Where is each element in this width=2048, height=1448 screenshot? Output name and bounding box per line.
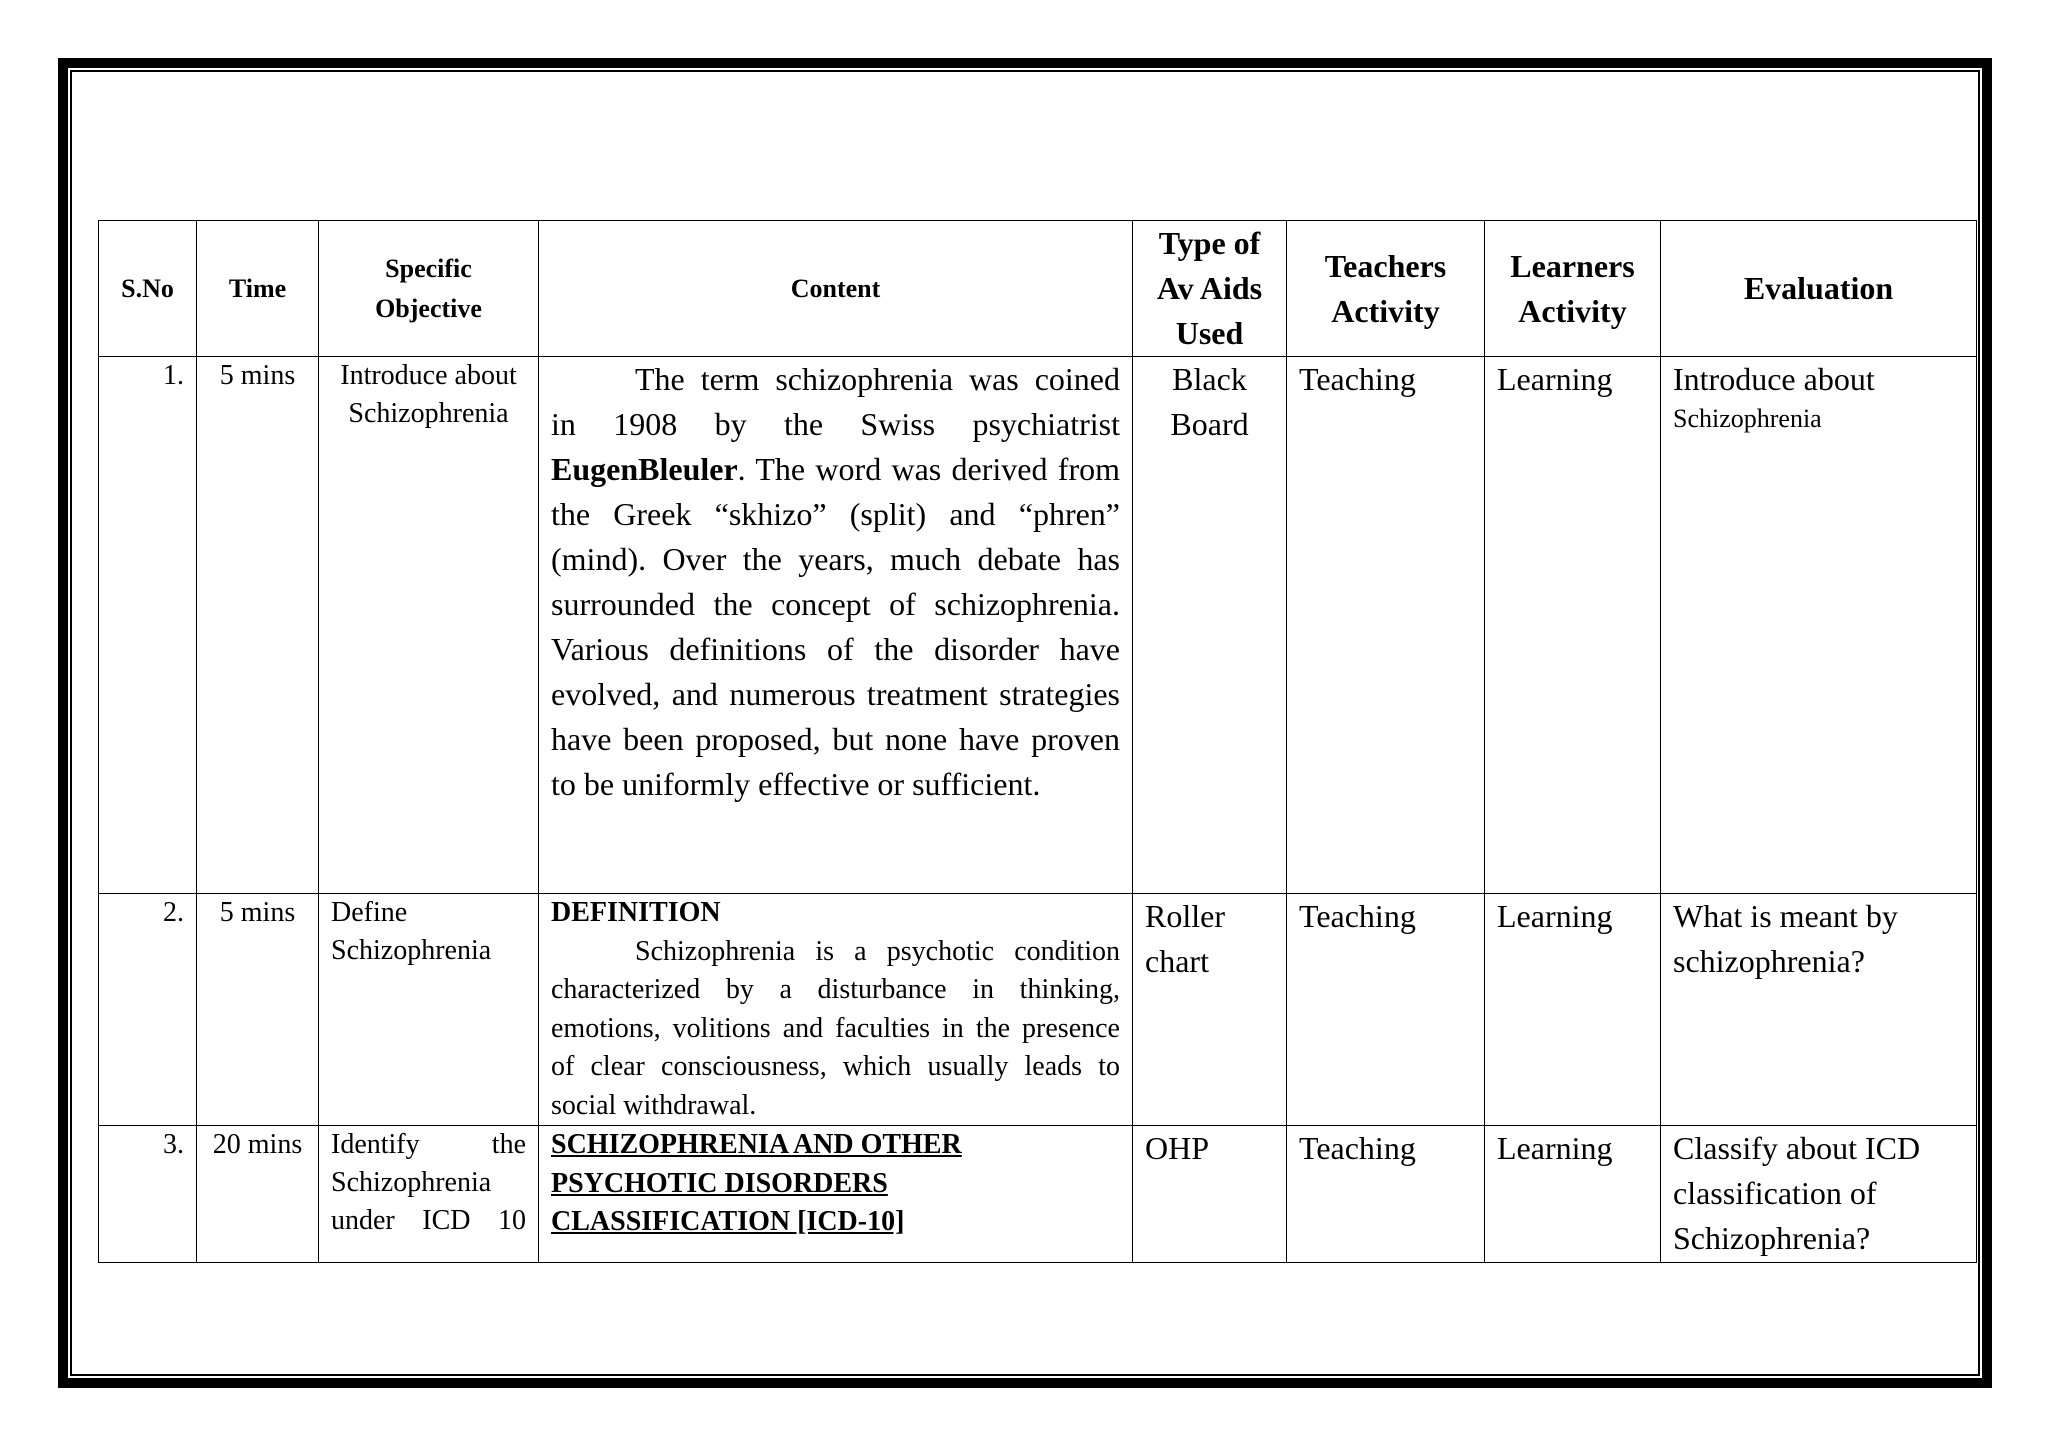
- header-sno: S.No: [99, 221, 197, 357]
- cell-content: [539, 894, 1133, 1126]
- header-av-aids: Type of Av Aids Used: [1133, 221, 1287, 357]
- cell-learners-activity: Learning: [1485, 894, 1661, 1126]
- cell-av-aids: Black Board: [1133, 357, 1287, 894]
- cell-av-aids: OHP: [1133, 1126, 1287, 1263]
- cell-time: 20 mins: [197, 1126, 319, 1263]
- cell-learners-activity: Learning: [1485, 357, 1661, 894]
- header-evaluation: Evaluation: [1661, 221, 1977, 357]
- table-row: [99, 357, 1977, 894]
- content-paragraph: [551, 357, 1120, 807]
- cell-evaluation: Classify about ICD classification of Schizophrenia?: [1661, 1126, 1977, 1263]
- cell-teachers-activity: Teaching: [1287, 357, 1485, 894]
- table-row: [99, 1126, 1977, 1263]
- evaluation-line: Introduce about: [1673, 361, 1875, 397]
- content-text: The term schizophrenia was coined in 1908 by the Swiss psychiatrist: [551, 361, 1120, 442]
- cell-teachers-activity: Teaching: [1287, 894, 1485, 1126]
- header-row: [99, 221, 1977, 357]
- content-text: . The word was derived from the Greek “skhizo” (split) and “phren” (mind). Over the years, much debate has surrounded the concept of schizophrenia. Various definitions of the disorder have evolved, and numerous treatment strategies have been proposed, but none have proven to be uniformly effective or sufficient.: [551, 451, 1120, 802]
- content-paragraph: Schizophrenia is a psychotic condition characterized by a disturbance in thinking, emotions, volitions and faculties in the presence of clear consciousness, which usually leads to social withdrawal.: [551, 935, 1120, 1121]
- cell-learners-activity: Learning: [1485, 1126, 1661, 1263]
- header-time: Time: [197, 221, 319, 357]
- cell-content: [539, 357, 1133, 894]
- header-content: Content: [539, 221, 1133, 357]
- lesson-plan-table: [98, 220, 1977, 1263]
- cell-evaluation: What is meant by schizophrenia?: [1661, 894, 1977, 1126]
- cell-av-aids: Roller chart: [1133, 894, 1287, 1126]
- table-row: [99, 894, 1977, 1126]
- cell-objective: Identify the Schizophrenia under ICD 10: [319, 1126, 539, 1263]
- evaluation-line: Schizophrenia: [1673, 404, 1822, 433]
- header-learners-activity: Learners Activity: [1485, 221, 1661, 357]
- cell-time: 5 mins: [197, 894, 319, 1126]
- content-heading: SCHIZOPHRENIA AND OTHER PSYCHOTIC DISORDERS CLASSIFICATION [ICD-10]: [551, 1129, 962, 1237]
- content-heading: DEFINITION: [551, 897, 721, 928]
- content-bold-name: EugenBleuler: [551, 451, 738, 487]
- cell-evaluation: [1661, 357, 1977, 894]
- header-objective: Specific Objective: [319, 221, 539, 357]
- header-teachers-activity: Teachers Activity: [1287, 221, 1485, 357]
- cell-content: [539, 1126, 1133, 1263]
- cell-sno: 3.: [99, 1126, 197, 1263]
- cell-objective: Introduce about Schizophrenia: [319, 357, 539, 894]
- cell-time: 5 mins: [197, 357, 319, 894]
- cell-objective: Define Schizophrenia: [319, 894, 539, 1126]
- cell-teachers-activity: Teaching: [1287, 1126, 1485, 1263]
- cell-sno: 1.: [99, 357, 197, 894]
- cell-sno: 2.: [99, 894, 197, 1126]
